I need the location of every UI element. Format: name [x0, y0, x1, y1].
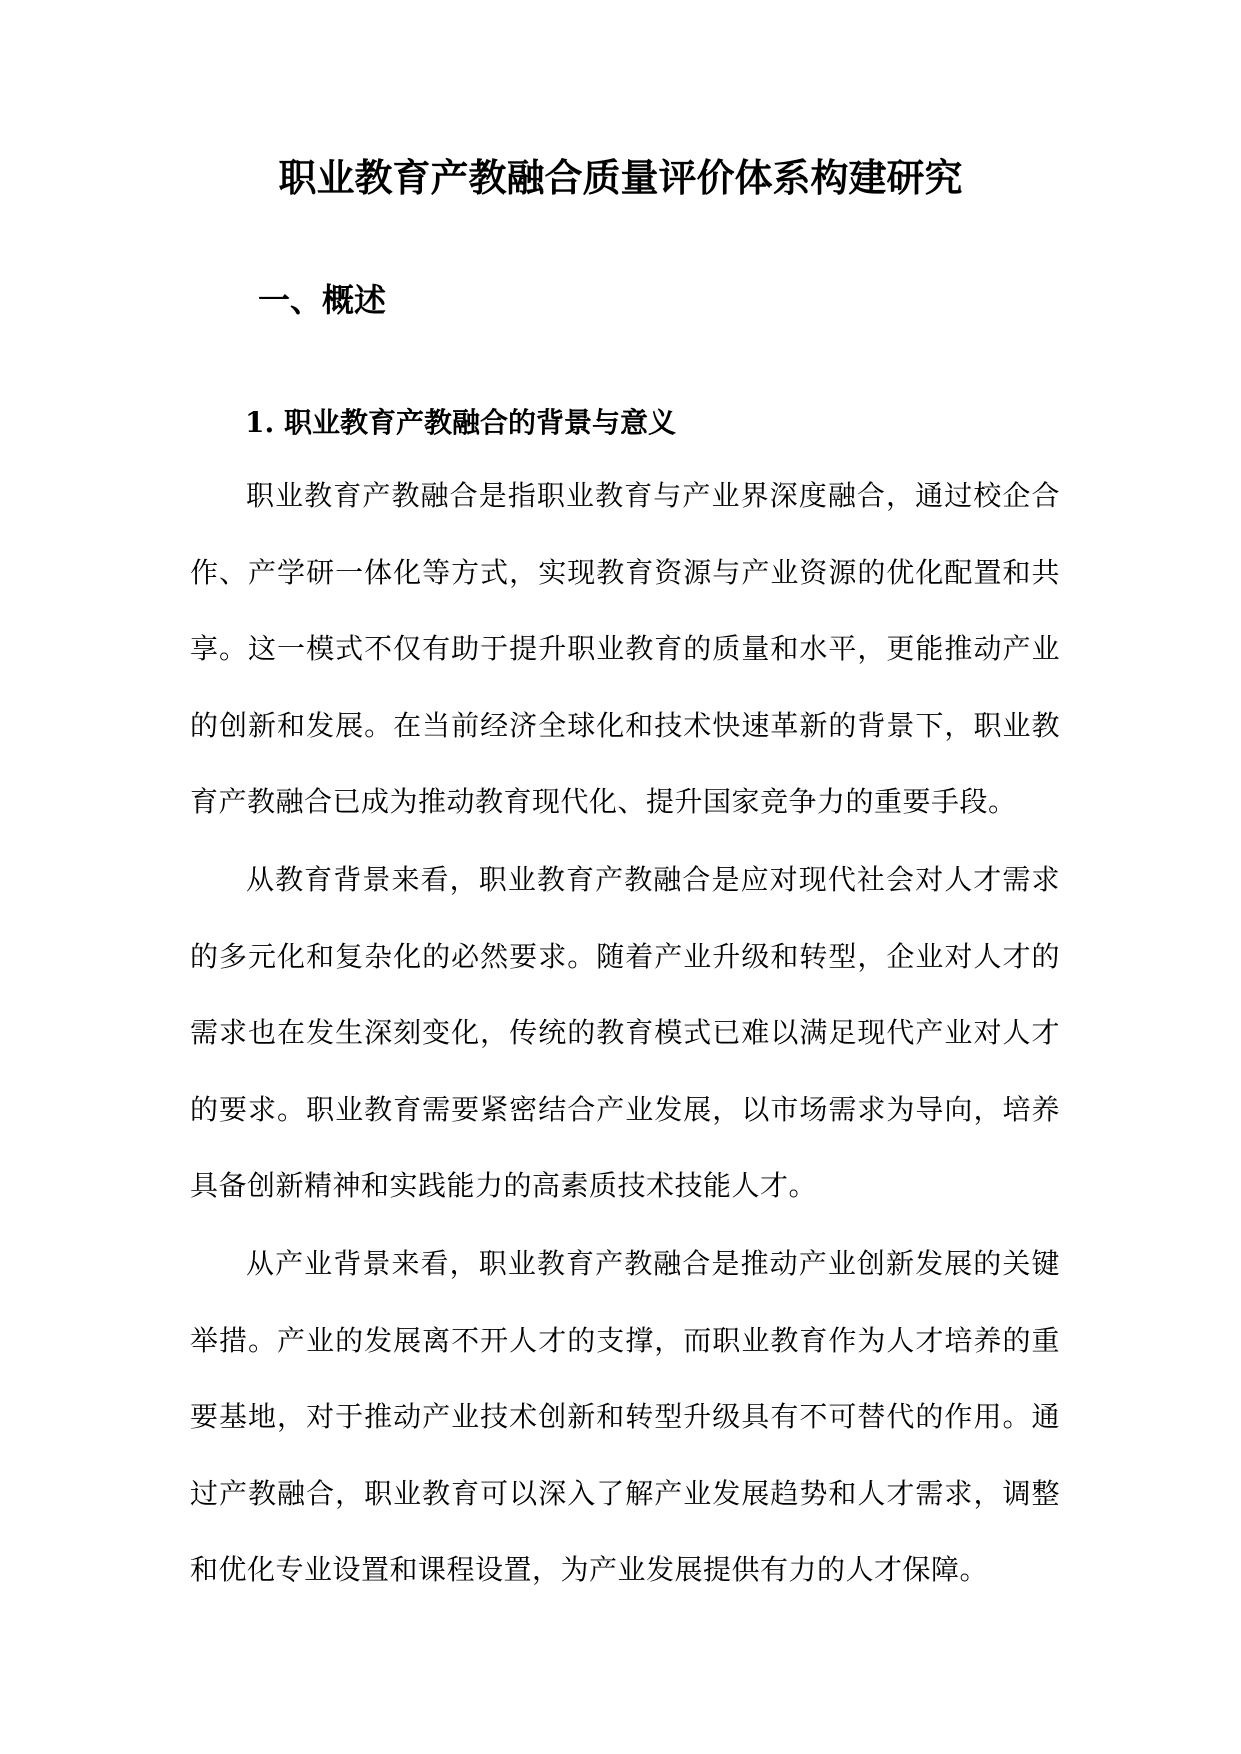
body-paragraph-3: 从产业背景来看，职业教育产教融合是推动产业创新发展的关键举措。产业的发展离不开人才的支撑，而职业教育作为人才培养的重要基地，对于推动产业技术创新和转型升级具有不可替代的作用。通过产教融合，职业教育可以深入了解产业发展趋势和人才需求，调整和优化专业设置和课程设置，为产业发展提供有力的人才保障。 — [190, 1247, 1060, 1586]
section-heading: 一、概述 — [258, 281, 387, 319]
subsection-heading: 1. 职业教育产教融合的背景与意义 — [245, 406, 676, 439]
body-paragraph-1: 职业教育产教融合是指职业教育与产业界深度融合，通过校企合作、产学研一体化等方式，实现教育资源与产业资源的优化配置和共享。这一模式不仅有助于提升职业教育的质量和水平，更能推动产业的创新和发展。在当前经济全球化和技术快速革新的背景下，职业教育产教融合已成为推动教育现代化、提升国家竞争力的重要手段。 — [190, 479, 1060, 818]
document-title: 职业教育产教融合质量评价体系构建研究 — [278, 155, 963, 200]
body-paragraph-2: 从教育背景来看，职业教育产教融合是应对现代社会对人才需求的多元化和复杂化的必然要求。随着产业升级和转型，企业对人才的需求也在发生深刻变化，传统的教育模式已难以满足现代产业对人才的要求。职业教育需要紧密结合产业发展，以市场需求为导向，培养具备创新精神和实践能力的高素质技术技能人才。 — [190, 863, 1060, 1202]
